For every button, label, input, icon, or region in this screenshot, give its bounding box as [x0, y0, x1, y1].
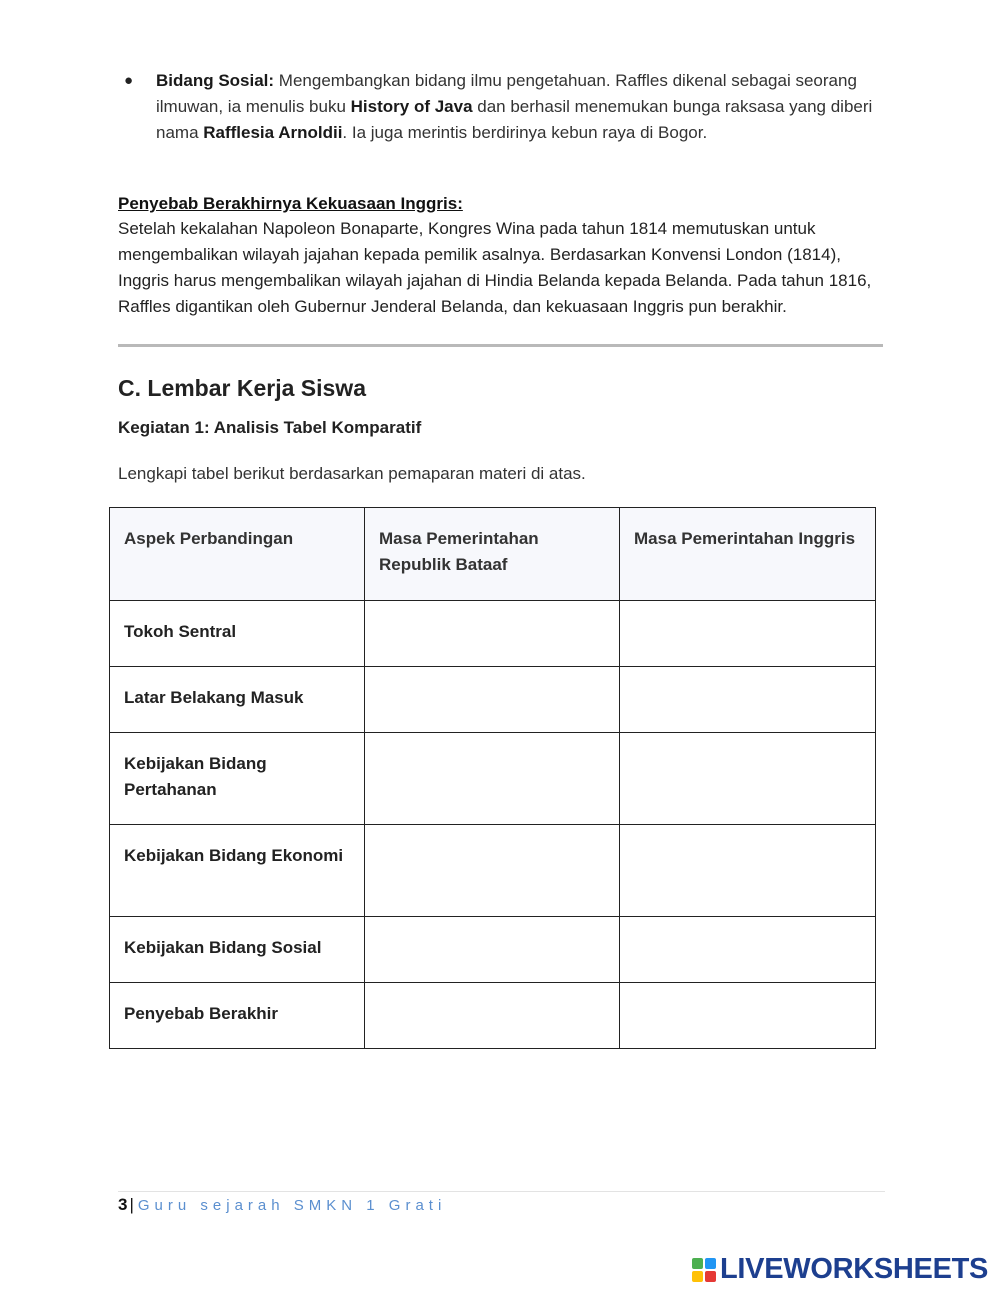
cause-paragraph: Setelah kekalahan Napoleon Bonaparte, Kongres Wina pada tahun 1814 memutuskan untuk mengembalikan wilayah jajahan kepada pemilik asalnya. Berdasarkan Konvensi London (1814), Inggris harus mengembalikan wilayah jajahan di Hindia Belanda kepada Belanda. Pada tahun 1816, Raffles digantikan oleh Gubernur Jenderal Belanda, dan kekuasaan Inggris pun berakhir.: [118, 219, 872, 316]
header-bataaf: Masa Pemerintahan Republik Bataaf: [365, 508, 620, 601]
bullet-dot: ●: [124, 72, 134, 89]
page-number: 3: [118, 1195, 128, 1214]
book-title: History of Java: [350, 97, 473, 116]
answer-cell-inggris[interactable]: [620, 825, 876, 917]
comparison-table: [109, 507, 876, 1049]
activity-title: Kegiatan 1: Analisis Tabel Komparatif: [118, 418, 422, 437]
bullet-label: Bidang Sosial:: [156, 71, 275, 90]
footer-org: Guru sejarah SMKN 1 Grati: [137, 1197, 447, 1214]
bullet-text-2: dan berhasil menemukan bunga raksasa yang diberi nama: [156, 97, 873, 142]
section-divider: [118, 344, 883, 347]
bullet-paragraph: [156, 68, 876, 146]
header-inggris: Masa Pemerintahan Inggris: [620, 508, 876, 601]
cause-heading: Penyebab Berakhirnya Kekuasaan Inggris:: [118, 194, 463, 213]
answer-cell-inggris[interactable]: [620, 601, 876, 667]
table-row: [110, 825, 876, 917]
table-row: [110, 983, 876, 1049]
bullet-text-1: Mengembangkan bidang ilmu pengetahuan. Raffles dikenal sebagai seorang ilmuwan, ia menulis buku: [156, 71, 857, 116]
footer-separator: |: [129, 1195, 134, 1214]
answer-cell-inggris[interactable]: [620, 667, 876, 733]
instruction-text: Lengkapi tabel berikut berdasarkan pemaparan materi di atas.: [118, 464, 586, 483]
answer-cell-bataaf[interactable]: [365, 825, 620, 917]
row-label: Kebijakan Bidang Ekonomi: [110, 825, 365, 917]
table-row: [110, 601, 876, 667]
row-label: Penyebab Berakhir: [110, 983, 365, 1049]
page-footer: [118, 1194, 446, 1217]
row-label: Kebijakan Bidang Pertahanan: [110, 733, 365, 825]
liveworksheets-logo[interactable]: [690, 1252, 990, 1286]
answer-cell-inggris[interactable]: [620, 733, 876, 825]
answer-cell-bataaf[interactable]: [365, 917, 620, 983]
row-label: Latar Belakang Masuk: [110, 667, 365, 733]
bullet-text-3: . Ia juga merintis berdirinya kebun raya di Bogor.: [342, 123, 708, 142]
answer-cell-inggris[interactable]: [620, 917, 876, 983]
table-row: [110, 733, 876, 825]
table-header-row: [110, 508, 876, 601]
answer-cell-bataaf[interactable]: [365, 601, 620, 667]
liveworksheets-wordmark: LIVEWORKSHEETS: [720, 1253, 989, 1285]
liveworksheets-icon: [692, 1258, 718, 1284]
table-row: [110, 917, 876, 983]
table-row: [110, 667, 876, 733]
header-aspect: Aspek Perbandingan: [110, 508, 365, 601]
answer-cell-inggris[interactable]: [620, 983, 876, 1049]
footer-divider: [118, 1191, 885, 1192]
row-label: Tokoh Sentral: [110, 601, 365, 667]
section-title: C. Lembar Kerja Siswa: [118, 375, 366, 401]
answer-cell-bataaf[interactable]: [365, 733, 620, 825]
answer-cell-bataaf[interactable]: [365, 983, 620, 1049]
row-label: Kebijakan Bidang Sosial: [110, 917, 365, 983]
answer-cell-bataaf[interactable]: [365, 667, 620, 733]
flower-name: Rafflesia Arnoldii: [203, 123, 343, 142]
